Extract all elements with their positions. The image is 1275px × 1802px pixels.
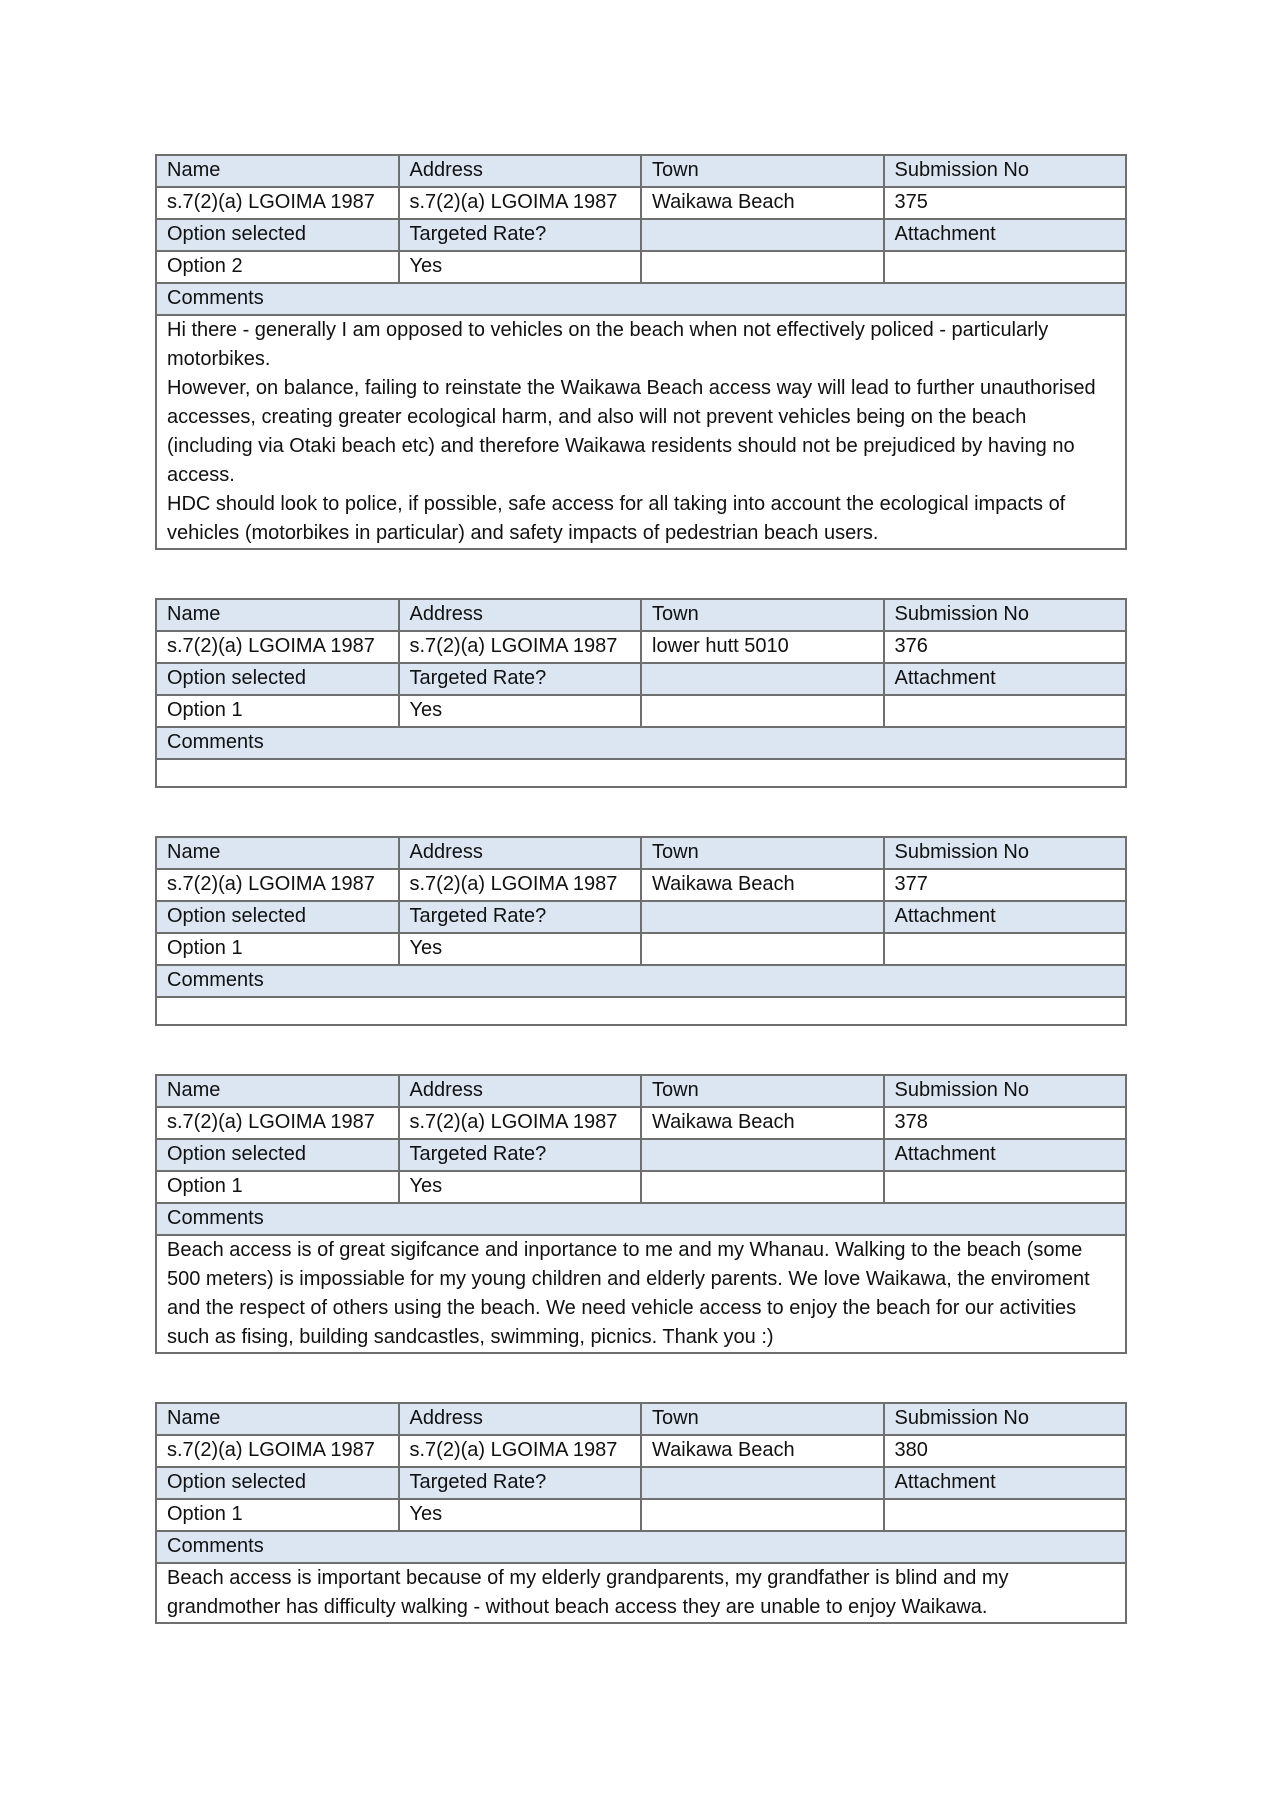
submission-no-value: 375 (884, 187, 1127, 219)
comments-row (156, 315, 1126, 549)
empty-cell (641, 901, 884, 933)
option-value: Option 1 (156, 933, 399, 965)
comment-paragraph: Hi there - generally I am opposed to vehicles on the beach when not effectively policed - particularly motorbikes. (167, 319, 1049, 370)
town-label: Town (641, 155, 884, 187)
option-row (156, 1499, 1126, 1531)
option-value: Option 1 (156, 1171, 399, 1203)
attachment-value (884, 251, 1127, 283)
empty-cell (641, 1499, 884, 1531)
comment-body (156, 1235, 1126, 1353)
comments-label: Comments (156, 1531, 1126, 1563)
name-label: Name (156, 1403, 399, 1435)
town-label: Town (641, 1075, 884, 1107)
targeted-rate-label: Targeted Rate? (399, 1467, 642, 1499)
targeted-rate-value: Yes (399, 1499, 642, 1531)
attachment-label: Attachment (884, 219, 1127, 251)
attachment-label: Attachment (884, 1467, 1127, 1499)
submission-no-value: 380 (884, 1435, 1127, 1467)
attachment-value (884, 1499, 1127, 1531)
submission-table (155, 1074, 1127, 1354)
comments-header-row (156, 965, 1126, 997)
attachment-value (884, 1171, 1127, 1203)
option-header-row (156, 1467, 1126, 1499)
attachment-label: Attachment (884, 663, 1127, 695)
targeted-rate-label: Targeted Rate? (399, 219, 642, 251)
comments-label: Comments (156, 283, 1126, 315)
details-row (156, 1435, 1126, 1467)
option-header-row (156, 901, 1126, 933)
comments-row (156, 1235, 1126, 1353)
empty-cell (641, 933, 884, 965)
address-value: s.7(2)(a) LGOIMA 1987 (399, 187, 642, 219)
submission-no-label: Submission No (884, 599, 1127, 631)
comments-row (156, 1563, 1126, 1623)
name-value: s.7(2)(a) LGOIMA 1987 (156, 1435, 399, 1467)
option-selected-label: Option selected (156, 901, 399, 933)
header-row (156, 1075, 1126, 1107)
submission-table (155, 598, 1127, 788)
option-value: Option 1 (156, 695, 399, 727)
attachment-label: Attachment (884, 1139, 1127, 1171)
comments-header-row (156, 1203, 1126, 1235)
option-header-row (156, 663, 1126, 695)
submission-no-label: Submission No (884, 837, 1127, 869)
address-label: Address (399, 1075, 642, 1107)
comments-label: Comments (156, 1203, 1126, 1235)
town-label: Town (641, 837, 884, 869)
name-label: Name (156, 1075, 399, 1107)
attachment-label: Attachment (884, 901, 1127, 933)
attachment-value (884, 695, 1127, 727)
comments-header-row (156, 727, 1126, 759)
submission-table (155, 836, 1127, 1026)
submission-no-label: Submission No (884, 1075, 1127, 1107)
empty-cell (641, 695, 884, 727)
empty-cell (641, 1139, 884, 1171)
address-label: Address (399, 155, 642, 187)
address-label: Address (399, 1403, 642, 1435)
address-value: s.7(2)(a) LGOIMA 1987 (399, 631, 642, 663)
option-header-row (156, 1139, 1126, 1171)
targeted-rate-value: Yes (399, 695, 642, 727)
comment-paragraph: Beach access is of great sigifcance and inportance to me and my Whanau. Walking to the beach (some 500 meters) is impossiable for my young children and elderly parents. We love Waikawa, the enviroment and the respect of others using the beach. We need vehicle access to enjoy the beach for our activities such as fising, building sandcastles, swimming, picnics. Thank you :) (167, 1239, 1090, 1348)
submission-no-label: Submission No (884, 1403, 1127, 1435)
attachment-value (884, 933, 1127, 965)
targeted-rate-label: Targeted Rate? (399, 1139, 642, 1171)
header-row (156, 155, 1126, 187)
address-value: s.7(2)(a) LGOIMA 1987 (399, 1107, 642, 1139)
details-row (156, 631, 1126, 663)
option-selected-label: Option selected (156, 1467, 399, 1499)
comments-row (156, 997, 1126, 1025)
details-row (156, 187, 1126, 219)
name-value: s.7(2)(a) LGOIMA 1987 (156, 869, 399, 901)
targeted-rate-value: Yes (399, 1171, 642, 1203)
empty-cell (641, 1467, 884, 1499)
comment-paragraph: However, on balance, failing to reinstate the Waikawa Beach access way will lead to further unauthorised accesses, creating greater ecological harm, and also will not prevent vehicles being on the beach (including via Otaki beach etc) and therefore Waikawa residents should not be prejudiced by having no access. (167, 377, 1096, 486)
name-label: Name (156, 599, 399, 631)
option-selected-label: Option selected (156, 663, 399, 695)
comment-paragraph: HDC should look to police, if possible, safe access for all taking into account the ecological impacts of vehicles (motorbikes in particular) and safety impacts of pedestrian beach users. (167, 493, 1066, 544)
comment-body (156, 1563, 1126, 1623)
town-label: Town (641, 1403, 884, 1435)
submission-table (155, 154, 1127, 550)
name-value: s.7(2)(a) LGOIMA 1987 (156, 187, 399, 219)
town-label: Town (641, 599, 884, 631)
details-row (156, 1107, 1126, 1139)
name-value: s.7(2)(a) LGOIMA 1987 (156, 631, 399, 663)
submission-no-value: 378 (884, 1107, 1127, 1139)
comments-row (156, 759, 1126, 787)
town-value: Waikawa Beach (641, 1107, 884, 1139)
town-value: Waikawa Beach (641, 1435, 884, 1467)
submission-no-value: 377 (884, 869, 1127, 901)
comment-paragraph: Beach access is important because of my elderly grandparents, my grandfather is blind and my grandmother has difficulty walking - without beach access they are unable to enjoy Waikawa. (167, 1567, 1009, 1618)
details-row (156, 869, 1126, 901)
empty-cell (641, 663, 884, 695)
comment-body (156, 315, 1126, 549)
option-row (156, 695, 1126, 727)
address-value: s.7(2)(a) LGOIMA 1987 (399, 1435, 642, 1467)
option-row (156, 933, 1126, 965)
comments-label: Comments (156, 965, 1126, 997)
targeted-rate-label: Targeted Rate? (399, 901, 642, 933)
header-row (156, 1403, 1126, 1435)
empty-cell (641, 1171, 884, 1203)
comment-body (156, 997, 1126, 1025)
option-selected-label: Option selected (156, 1139, 399, 1171)
option-header-row (156, 219, 1126, 251)
address-value: s.7(2)(a) LGOIMA 1987 (399, 869, 642, 901)
comments-header-row (156, 1531, 1126, 1563)
header-row (156, 599, 1126, 631)
comments-label: Comments (156, 727, 1126, 759)
option-selected-label: Option selected (156, 219, 399, 251)
option-value: Option 2 (156, 251, 399, 283)
submission-no-value: 376 (884, 631, 1127, 663)
town-value: Waikawa Beach (641, 187, 884, 219)
name-label: Name (156, 837, 399, 869)
empty-cell (641, 251, 884, 283)
submission-table (155, 1402, 1127, 1624)
address-label: Address (399, 837, 642, 869)
option-row (156, 251, 1126, 283)
empty-cell (641, 219, 884, 251)
address-label: Address (399, 599, 642, 631)
option-row (156, 1171, 1126, 1203)
header-row (156, 837, 1126, 869)
name-value: s.7(2)(a) LGOIMA 1987 (156, 1107, 399, 1139)
town-value: Waikawa Beach (641, 869, 884, 901)
submission-list (155, 154, 1127, 1672)
town-value: lower hutt 5010 (641, 631, 884, 663)
targeted-rate-value: Yes (399, 933, 642, 965)
submission-no-label: Submission No (884, 155, 1127, 187)
targeted-rate-label: Targeted Rate? (399, 663, 642, 695)
name-label: Name (156, 155, 399, 187)
comment-body (156, 759, 1126, 787)
comments-header-row (156, 283, 1126, 315)
option-value: Option 1 (156, 1499, 399, 1531)
targeted-rate-value: Yes (399, 251, 642, 283)
